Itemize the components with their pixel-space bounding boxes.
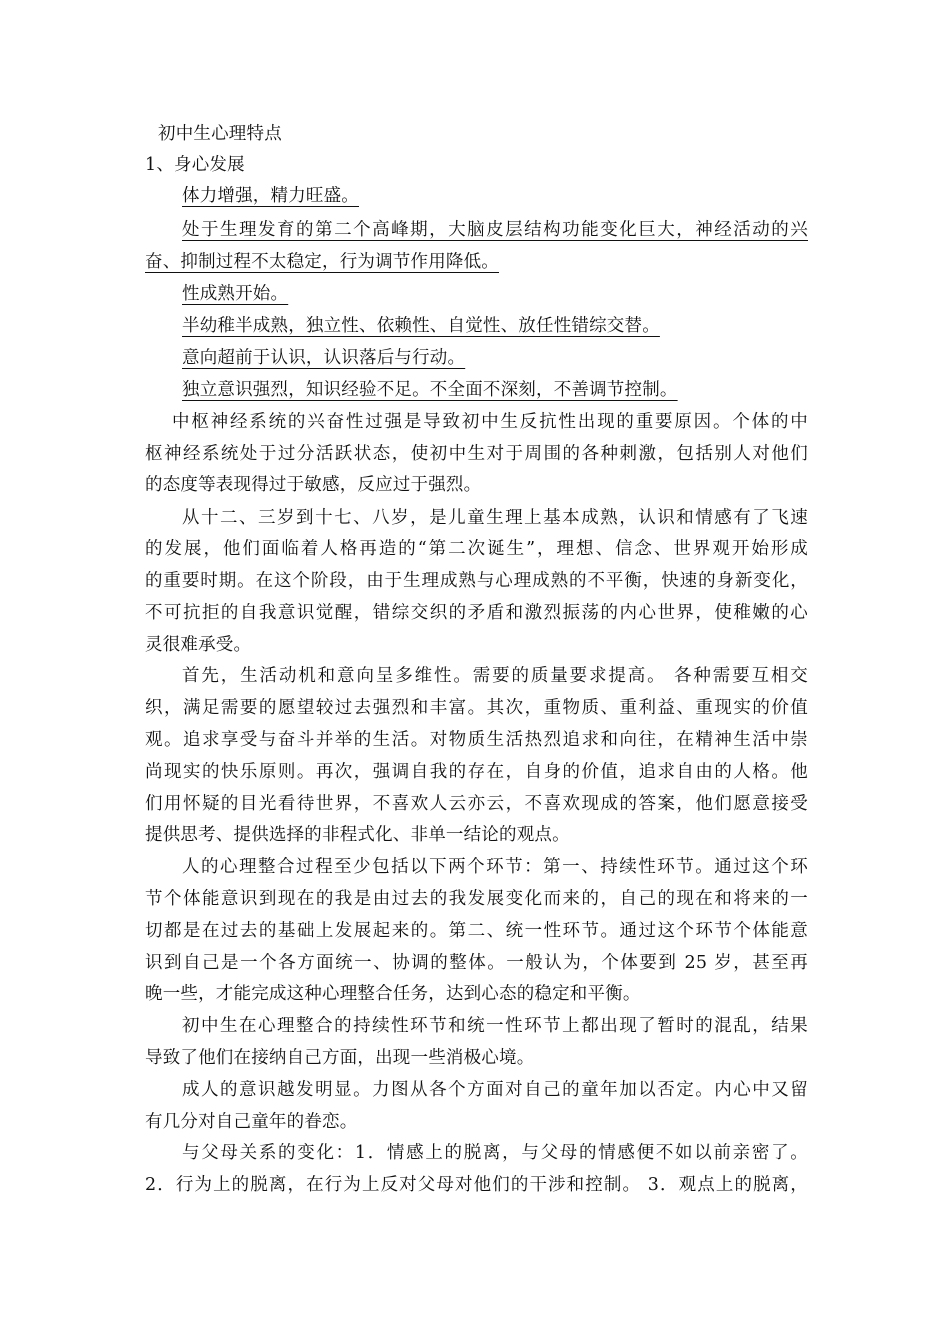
body-text-line: 从十二、三岁到十七、八岁，是儿童生理上基本成熟，认识和情感有了飞速 — [182, 508, 808, 528]
underlined-point: 独立意识强烈，知识经验不足。不全面不深刻，不善调节控制。 — [182, 380, 678, 400]
body-text-line: 导致了他们在接纳自己方面，出现一些消极心境。 — [145, 1048, 535, 1068]
body-text-line: 的发展，他们面临着人格再造的“第二次诞生”，理想、信念、世界观开始形成 — [145, 539, 808, 559]
body-text-line: 成人的意识越发明显。力图从各个方面对自己的童年加以否定。内心中又留 — [182, 1080, 808, 1100]
body-text-line: 切都是在过去的基础上发展起来的。第二、统一性环节。通过这个环节个体能意 — [145, 921, 808, 941]
body-text-line: 2．行为上的脱离，在行为上反对父母对他们的干涉和控制。 3．观点上的脱离， — [145, 1175, 808, 1195]
body-text-line: 们用怀疑的目光看待世界，不喜欢人云亦云，不喜欢现成的答案，他们愿意接受 — [145, 794, 808, 814]
body-text-line: 人的心理整合过程至少包括以下两个环节：第一、持续性环节。通过这个环 — [182, 857, 808, 877]
underlined-point: 处于生理发育的第二个高峰期，大脑皮层结构功能变化巨大，神经活动的兴 — [182, 220, 808, 240]
body-text-line: 节个体能意识到现在的我是由过去的我发展变化而来的，自己的现在和将来的一 — [145, 889, 808, 909]
body-text-line: 尚现实的快乐原则。再次，强调自我的存在，自身的价值，追求自由的人格。他 — [145, 762, 808, 782]
body-text-line: 初中生在心理整合的持续性环节和统一性环节上都出现了暂时的混乱，结果 — [182, 1016, 808, 1036]
underlined-point: 半幼稚半成熟，独立性、依赖性、自觉性、放任性错综交替。 — [182, 316, 660, 336]
body-text-line: 识到自己是一个各方面统一、协调的整体。一般认为，个体要到 25 岁，甚至再 — [145, 953, 808, 973]
section-heading: 1、身心发展 — [145, 155, 245, 175]
body-text-line: 灵很难承受。 — [145, 635, 252, 655]
body-text-line: 枢神经系统处于过分活跃状态，使初中生对于周围的各种刺激，包括别人对他们 — [145, 444, 808, 464]
body-text-line: 提供思考、提供选择的非程式化、非单一结论的观点。 — [145, 825, 570, 845]
body-text-line: 有几分对自己童年的眷恋。 — [145, 1112, 358, 1132]
body-text-line: 中枢神经系统的兴奋性过强是导致初中生反抗性出现的重要原因。个体的中 — [172, 412, 808, 432]
underlined-point: 奋、抑制过程不太稳定，行为调节作用降低。 — [145, 252, 499, 272]
underlined-point: 体力增强，精力旺盛。 — [182, 186, 359, 206]
underlined-point: 意向超前于认识，认识落后与行动。 — [182, 348, 466, 368]
body-text-line: 观。追求享受与奋斗并举的生活。对物质生活热烈追求和向往，在精神生活中崇 — [145, 730, 808, 750]
body-text-line: 的态度等表现得过于敏感，反应过于强烈。 — [145, 475, 482, 495]
underlined-point: 性成熟开始。 — [182, 284, 289, 304]
body-text-line: 织，满足需要的愿望较过去强烈和丰富。其次，重物质、重利益、重现实的价值 — [145, 698, 808, 718]
body-text-line: 首先，生活动机和意向呈多维性。需要的质量要求提高。 各种需要互相交 — [182, 666, 808, 686]
body-text-line: 晚一些，才能完成这种心理整合任务，达到心态的稳定和平衡。 — [145, 984, 641, 1004]
body-text-line: 的重要时期。在这个阶段，由于生理成熟与心理成熟的不平衡，快速的身新变化， — [145, 571, 808, 591]
body-text-line: 不可抗拒的自我意识觉醒，错综交织的矛盾和激烈振荡的内心世界，使稚嫩的心 — [145, 603, 808, 623]
body-text-line: 与父母关系的变化：1．情感上的脱离，与父母的情感便不如以前亲密了。 — [182, 1143, 808, 1163]
page-title: 初中生心理特点 — [158, 124, 282, 144]
